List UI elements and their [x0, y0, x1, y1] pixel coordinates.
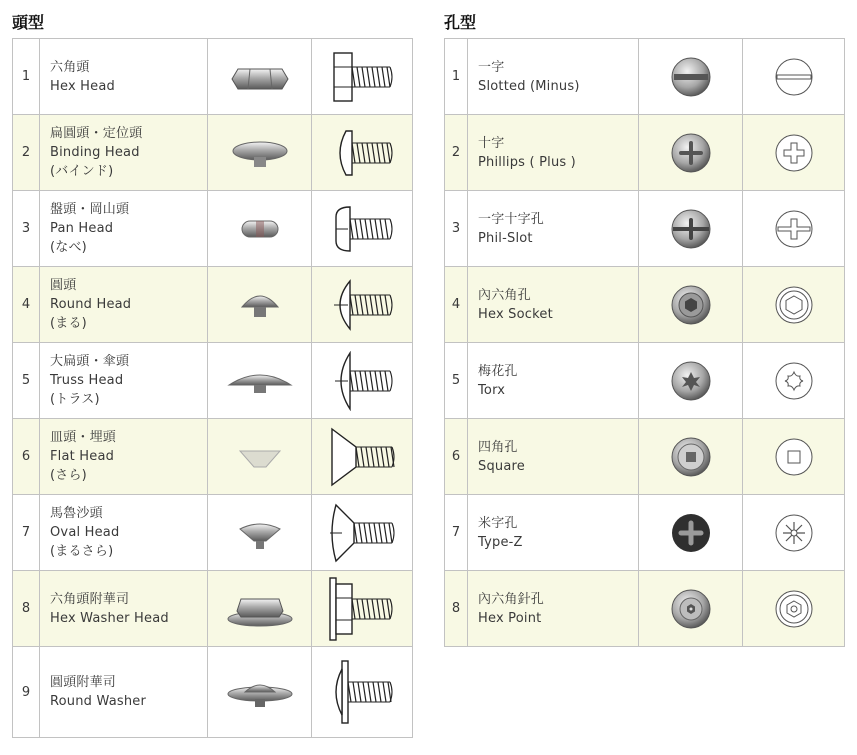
hex-head-drawing [312, 49, 412, 105]
hex-head-icon [208, 57, 311, 97]
name-jp: 梅花孔 [478, 363, 518, 379]
table-row [13, 495, 413, 571]
type-name-cell [468, 191, 639, 267]
row-number: 7 [445, 495, 468, 571]
table-row [445, 419, 845, 495]
drawing-cell [312, 495, 413, 571]
table-row [445, 495, 845, 571]
binding-head-icon [208, 133, 311, 173]
row-number: 8 [445, 571, 468, 647]
name-en: Hex Socket [478, 306, 553, 322]
round-head-icon [208, 285, 311, 325]
table-row [445, 115, 845, 191]
drawing-cell [312, 571, 413, 647]
table-row [445, 571, 845, 647]
name-note: (まる) [50, 316, 87, 331]
type-name-cell [40, 647, 208, 738]
table-row [13, 267, 413, 343]
name-en: Binding Head [50, 145, 140, 160]
name-en: Round Head [50, 297, 132, 312]
type-name-cell [468, 115, 639, 191]
flat-head-drawing [312, 427, 412, 487]
name-note: (トラス) [50, 392, 100, 407]
photo-cell [208, 343, 312, 419]
drawing-cell [743, 343, 845, 419]
drawing-cell [743, 191, 845, 267]
pan-head-drawing [312, 201, 412, 257]
drawing-cell [743, 115, 845, 191]
hex-point-drive-icon [639, 585, 742, 633]
name-jp: 六角頭 [50, 59, 90, 75]
drawing-cell [312, 191, 413, 267]
photo-cell [639, 343, 743, 419]
photo-cell [639, 39, 743, 115]
hex-point-drive-drawing [743, 585, 844, 633]
drive-type-title: 孔型 [444, 13, 477, 32]
binding-head-drawing [312, 125, 412, 181]
name-jp: 一字十字孔 [478, 211, 545, 227]
row-number: 5 [445, 343, 468, 419]
phil-slot-drive-drawing [743, 205, 844, 253]
type-name-cell [40, 267, 208, 343]
torx-drive-drawing [743, 357, 844, 405]
name-jp: 盤頭・岡山頭 [50, 202, 130, 217]
name-note: (バインド) [50, 164, 114, 179]
table-row [13, 571, 413, 647]
name-en: Round Washer [50, 694, 147, 709]
name-jp: 內六角針孔 [478, 591, 545, 607]
type-name-cell [40, 343, 208, 419]
drawing-cell [743, 419, 845, 495]
oval-head-drawing [312, 503, 412, 563]
slotted-drive-icon [639, 53, 742, 101]
table-row [13, 647, 413, 738]
drawing-cell [312, 39, 413, 115]
name-jp: 皿頭・埋頭 [50, 430, 117, 445]
drawing-cell [312, 115, 413, 191]
photo-cell [639, 571, 743, 647]
hex-socket-drive-icon [639, 281, 742, 329]
type-name-cell [40, 191, 208, 267]
oval-head-icon [208, 513, 311, 553]
photo-cell [639, 267, 743, 343]
truss-head-drawing [312, 351, 412, 411]
phil-slot-drive-icon [639, 205, 742, 253]
table-row [13, 115, 413, 191]
photo-cell [208, 115, 312, 191]
type-name-cell [468, 267, 639, 343]
table-row [13, 343, 413, 419]
photo-cell [208, 419, 312, 495]
name-en: Oval Head [50, 525, 120, 540]
drawing-cell [312, 267, 413, 343]
photo-cell [639, 495, 743, 571]
name-en: Torx [478, 382, 506, 398]
name-jp: 大扁頭・傘頭 [50, 354, 130, 369]
torx-drive-icon [639, 357, 742, 405]
name-en: Truss Head [50, 373, 124, 388]
name-en: Type-Z [478, 534, 523, 550]
name-en: Flat Head [50, 449, 115, 464]
square-drive-icon [639, 433, 742, 481]
name-jp: 一字 [478, 59, 505, 75]
name-note: (なべ) [50, 240, 87, 255]
row-number: 3 [445, 191, 468, 267]
table-row [13, 39, 413, 115]
drawing-cell [743, 571, 845, 647]
name-jp: 內六角孔 [478, 287, 531, 303]
type-name-cell [468, 419, 639, 495]
name-jp: 米字孔 [478, 515, 518, 531]
phillips-drive-icon [639, 129, 742, 177]
photo-cell [639, 115, 743, 191]
hex-washer-head-icon [208, 587, 311, 631]
type-z-drive-icon [639, 509, 742, 557]
name-note: (まるさら) [50, 544, 114, 559]
type-name-cell [468, 343, 639, 419]
name-en: Slotted (Minus) [478, 78, 580, 94]
row-number: 4 [445, 267, 468, 343]
type-name-cell [40, 115, 208, 191]
photo-cell [639, 191, 743, 267]
pan-head-icon [208, 209, 311, 249]
flat-head-icon [208, 437, 311, 477]
name-jp: 扁圓頭・定位頭 [50, 126, 143, 141]
photo-cell [208, 647, 312, 738]
truss-head-icon [208, 361, 311, 401]
name-en: Hex Point [478, 610, 542, 626]
head-type-table [12, 38, 413, 738]
photo-cell [208, 191, 312, 267]
drawing-cell [743, 495, 845, 571]
type-z-drive-drawing [743, 509, 844, 557]
table-row [13, 191, 413, 267]
name-jp: 四角孔 [478, 439, 518, 455]
slotted-drive-drawing [743, 53, 844, 101]
hex-washer-head-drawing [312, 576, 412, 642]
hex-socket-drive-drawing [743, 281, 844, 329]
name-jp: 馬魯沙頭 [50, 506, 103, 521]
photo-cell [208, 267, 312, 343]
round-washer-icon [208, 672, 311, 712]
row-number: 6 [445, 419, 468, 495]
name-en: Phillips ( Plus ) [478, 154, 576, 170]
name-en: Pan Head [50, 221, 114, 236]
table-row [445, 39, 845, 115]
head-type-title: 頭型 [12, 13, 45, 32]
row-number: 8 [13, 571, 40, 647]
type-name-cell [40, 39, 208, 115]
drawing-cell [312, 343, 413, 419]
table-row [445, 343, 845, 419]
drawing-cell [743, 267, 845, 343]
name-note: (さら) [50, 468, 87, 483]
name-jp: 圓頭 [50, 278, 77, 293]
table-row [445, 191, 845, 267]
square-drive-drawing [743, 433, 844, 481]
row-number: 9 [13, 647, 40, 738]
name-jp: 圓頭附華司 [50, 675, 117, 690]
phillips-drive-drawing [743, 129, 844, 177]
type-name-cell [468, 495, 639, 571]
type-name-cell [468, 571, 639, 647]
drawing-cell [312, 419, 413, 495]
round-washer-drawing [312, 659, 412, 725]
row-number: 4 [13, 267, 40, 343]
round-head-drawing [312, 277, 412, 333]
row-number: 1 [13, 39, 40, 115]
photo-cell [208, 571, 312, 647]
type-name-cell [468, 39, 639, 115]
row-number: 6 [13, 419, 40, 495]
table-row [13, 419, 413, 495]
row-number: 1 [445, 39, 468, 115]
row-number: 5 [13, 343, 40, 419]
table-row [445, 267, 845, 343]
drawing-cell [743, 39, 845, 115]
name-en: Hex Washer Head [50, 610, 169, 626]
photo-cell [639, 419, 743, 495]
name-en: Phil-Slot [478, 230, 533, 246]
type-name-cell [40, 495, 208, 571]
row-number: 2 [13, 115, 40, 191]
name-en: Square [478, 458, 525, 474]
photo-cell [208, 39, 312, 115]
name-en: Hex Head [50, 78, 115, 94]
type-name-cell [40, 571, 208, 647]
drive-type-table [444, 38, 845, 647]
row-number: 2 [445, 115, 468, 191]
name-jp: 十字 [478, 135, 505, 151]
name-jp: 六角頭附華司 [50, 591, 130, 607]
type-name-cell [40, 419, 208, 495]
photo-cell [208, 495, 312, 571]
row-number: 7 [13, 495, 40, 571]
row-number: 3 [13, 191, 40, 267]
drawing-cell [312, 647, 413, 738]
